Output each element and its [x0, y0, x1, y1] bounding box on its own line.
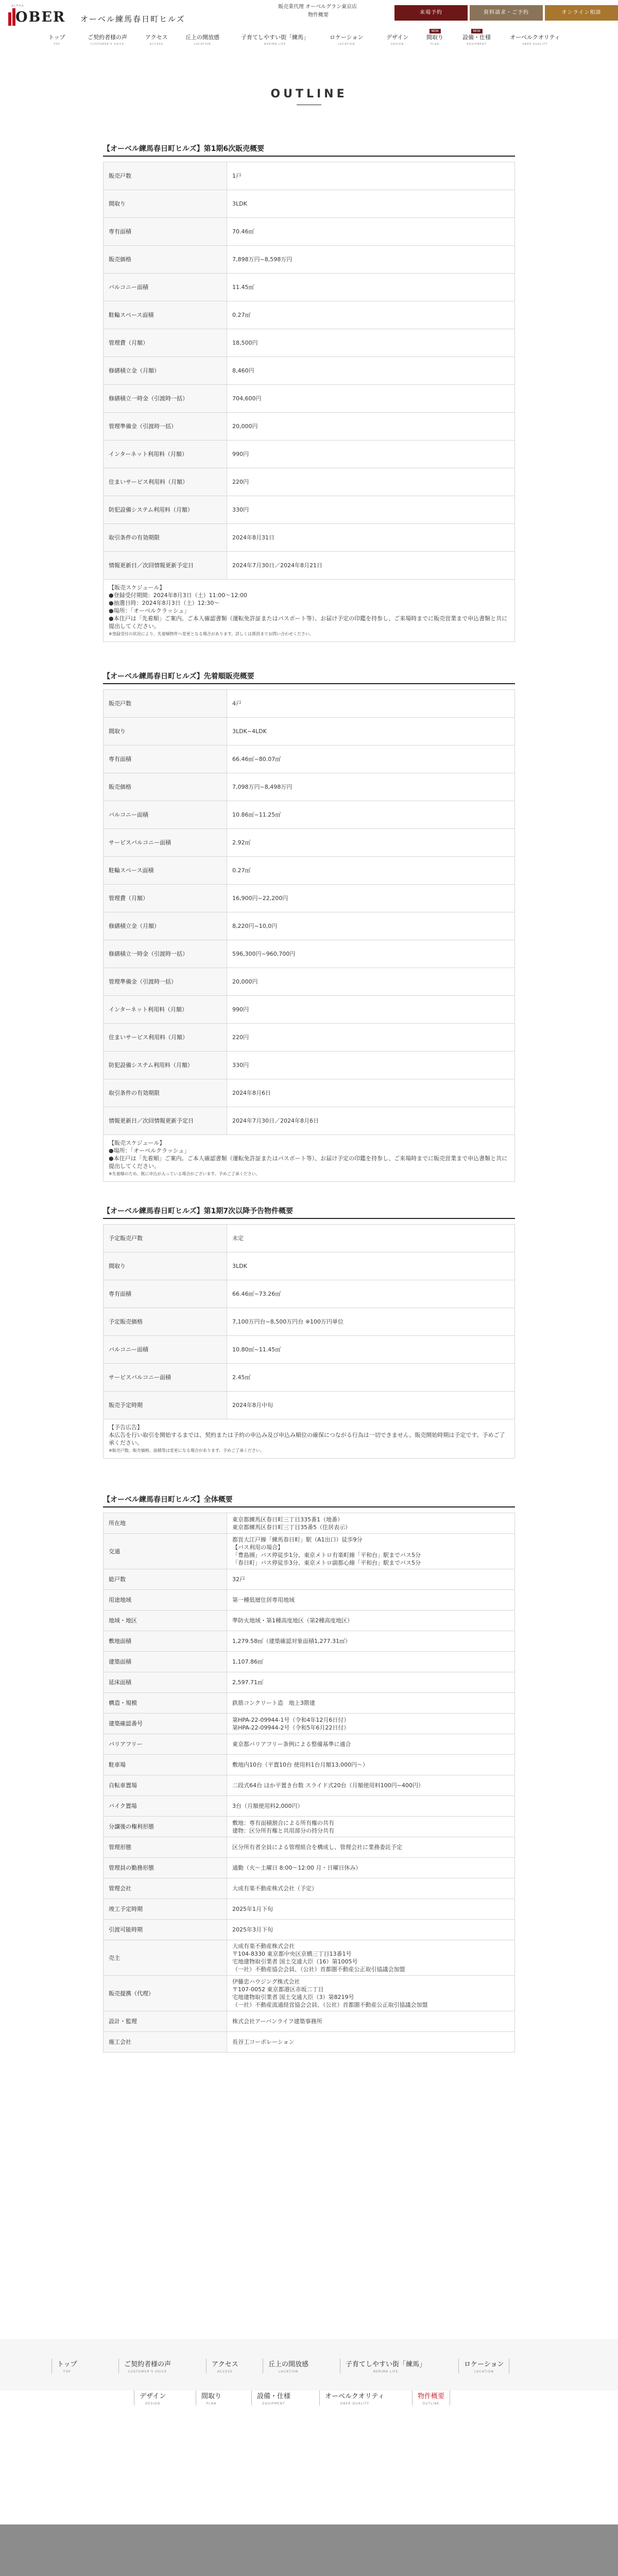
- row-label: バリアフリー: [104, 1734, 227, 1755]
- row-label: 防犯設備システム利用料（月額）: [104, 496, 227, 524]
- gnav-quality[interactable]: オーベルクオリティ OBER QUALITY: [510, 34, 560, 46]
- row-label: インターネット利用料（月額）: [104, 440, 227, 468]
- row-value: 第HPA-22-09944-1号（令和4年12月6日付） 第HPA-22-09944-2号（令和5年6月22日付）: [227, 1714, 515, 1734]
- row-value: 330円: [227, 496, 515, 524]
- gnav-plan[interactable]: NEW 間取り PLAN: [426, 29, 443, 46]
- row-label: 敷地面積: [104, 1631, 227, 1652]
- table-row: [104, 1878, 515, 1899]
- table-row: [104, 1920, 515, 1940]
- section-overall: [103, 1494, 515, 2053]
- row-label: 引渡可能時期: [104, 1920, 227, 1940]
- table-row: [104, 2011, 515, 2032]
- section-title: 【オーベル練馬春日町ヒルズ】全体概要: [103, 1494, 515, 1507]
- row-label: 構造・規模: [104, 1693, 227, 1714]
- note-line: ●登録受付期間：2024年8月3日（土）11:00～12:00: [109, 592, 247, 599]
- row-label: 情報更新日／次回情報更新予定日: [104, 1107, 227, 1135]
- section-phase1-7-preview: [103, 1206, 515, 1459]
- footer-nav-sublabel: EQUIPMENT: [262, 2402, 285, 2405]
- footer-nav-item[interactable]: [251, 2391, 296, 2405]
- footer-nav-label: オーベルクオリティ: [325, 2393, 385, 2400]
- row-value: 1,107.86㎡: [227, 1652, 515, 1672]
- table-row: [104, 1513, 515, 1534]
- table-row: [104, 1976, 515, 2011]
- row-label: 取引条件の有効期限: [104, 1079, 227, 1107]
- header-info-line2[interactable]: 物件概要: [308, 12, 329, 18]
- row-label: 間取り: [104, 1252, 227, 1280]
- table-row: [104, 718, 515, 745]
- footer: [0, 2524, 618, 2576]
- table-row: [104, 1611, 515, 1631]
- note-line: ●抽選日時：2024年8月3日（土）12:30～: [109, 600, 220, 606]
- row-value: 2024年7月30日／2024年8月21日: [227, 552, 515, 580]
- row-value: 二段式64台 ほか平置き台数 スライド式20台（月額使用料100円~400円）: [227, 1775, 515, 1796]
- footer-nav-item[interactable]: [458, 2359, 509, 2374]
- note-small: ※販売戸数、販売価格、面積等は変更になる場合があります。予めご了承ください。: [109, 1448, 265, 1453]
- footer-nav-label: ご契約者様の声: [124, 2361, 171, 2368]
- table-row: [104, 1107, 515, 1135]
- note-small: ※登録受付の状況により、先着順物件へ変更となる場合があります。詳しくは係員までお問い合わせください。: [109, 632, 314, 636]
- row-label: 交通: [104, 1534, 227, 1569]
- row-label: 間取り: [104, 718, 227, 745]
- row-value: 2,597.71㎡: [227, 1672, 515, 1693]
- header-info-line1: 販売業代理 オーベルグラン東京店: [278, 4, 357, 10]
- row-value: 7,100万円台~8,500万円台 ※100万円単位: [227, 1308, 515, 1336]
- row-value: 330円: [227, 1052, 515, 1079]
- row-value: 第一種低層住居専用地域: [227, 1590, 515, 1611]
- table-row: [104, 1052, 515, 1079]
- row-label: 分譲後の権利形態: [104, 1817, 227, 1837]
- row-label: 予定販売戸数: [104, 1225, 227, 1252]
- row-label: 管理員の勤務形態: [104, 1858, 227, 1878]
- row-label: バルコニー面積: [104, 801, 227, 829]
- schedule-note: [103, 1135, 515, 1182]
- gnav-hill[interactable]: 丘上の開放感 LOCATION: [185, 34, 219, 46]
- footer-nav-item[interactable]: [196, 2391, 227, 2405]
- gnav-voice[interactable]: ご契約者様の声 CUSTOMER'S VOICE: [88, 34, 127, 46]
- row-value: 1戸: [227, 162, 515, 190]
- table-row: [104, 385, 515, 413]
- row-label: 専有面積: [104, 218, 227, 246]
- row-value: 70.46㎡: [227, 218, 515, 246]
- table-row: [104, 1714, 515, 1734]
- row-label: 専有面積: [104, 1280, 227, 1308]
- row-label: 販売戸数: [104, 690, 227, 718]
- table-row: [104, 885, 515, 912]
- table-row: [104, 912, 515, 940]
- row-label: 販売予定時期: [104, 1392, 227, 1419]
- row-label: 所在地: [104, 1513, 227, 1534]
- row-label: 管理費（月額）: [104, 885, 227, 912]
- site-logo[interactable]: [8, 4, 185, 30]
- table-row: [104, 552, 515, 580]
- table-row: [104, 1693, 515, 1714]
- row-value: 長谷工コーポレーション: [227, 2032, 515, 2053]
- table-row: [104, 1308, 515, 1336]
- logo-sub: ALPHA: [11, 4, 24, 8]
- table-row: [104, 1858, 515, 1878]
- table-row: [104, 1590, 515, 1611]
- footer-nav-label: 設備・仕様: [257, 2393, 291, 2400]
- table-row: [104, 357, 515, 385]
- table-row: [104, 1336, 515, 1364]
- table-row: [104, 190, 515, 218]
- row-label: 販売提携（代理）: [104, 1976, 227, 2011]
- row-label: 間取り: [104, 190, 227, 218]
- row-label: バルコニー面積: [104, 1336, 227, 1364]
- table-row: [104, 1225, 515, 1252]
- table-row: [104, 246, 515, 274]
- footer-nav-label: デザイン: [140, 2393, 166, 2400]
- footer-nav-item[interactable]: [52, 2359, 82, 2374]
- spec-table: [103, 1513, 515, 2053]
- row-value: 伊藤忠ハウジング株式会社 〒107-0052 東京都港区赤坂二丁目 宅地建物取引業者 国土交通大臣（3）第8219号 （一社）不動産流通経営協会会員、（公社）首都圏不動産公正取引協議会加盟: [227, 1976, 515, 2011]
- table-row: [104, 1755, 515, 1775]
- visit-reservation-button[interactable]: 来場予約: [394, 5, 468, 21]
- row-value: 敷地：専有面積割合による所有権の共有 建物：区分所有権と共用部分の持分共有: [227, 1817, 515, 1837]
- row-label: 販売戸数: [104, 162, 227, 190]
- row-label: 管理形態: [104, 1837, 227, 1858]
- logo-ober: OBER: [15, 9, 66, 25]
- table-row: [104, 468, 515, 496]
- table-row: [104, 162, 515, 190]
- footer-nav-item[interactable]: [319, 2391, 389, 2405]
- global-nav: [0, 31, 618, 50]
- row-value: 704,600円: [227, 385, 515, 413]
- row-value: 3台（月額使用料2,000円）: [227, 1796, 515, 1817]
- row-label: サービスバルコニー面積: [104, 1364, 227, 1392]
- table-row: [104, 1534, 515, 1569]
- row-value: 990円: [227, 440, 515, 468]
- row-value: 596,300円~960,700円: [227, 940, 515, 968]
- header-info: [278, 3, 381, 20]
- section-title: 【オーベル練馬春日町ヒルズ】第1期7次以降予告物件概要: [103, 1206, 515, 1219]
- gnav-top[interactable]: トップ TOP: [48, 34, 65, 46]
- section-first-come: [103, 671, 515, 1182]
- row-value: 都営大江戸線「練馬春日町」駅（A1出口）徒歩9分 【バス利用の場合】 「豊島園」バス停徒歩1分、東京メトロ有楽町線「平和台」駅までバス5分 「春日町」バス停徒歩3分、東京メトロ副都心線「平和台」駅までバス5分: [227, 1534, 515, 1569]
- note-line: 【予告広告】: [109, 1424, 143, 1431]
- table-row: [104, 1817, 515, 1837]
- table-row: [104, 2032, 515, 2053]
- table-row: [104, 301, 515, 329]
- footer-nav-sublabel: ACCESS: [217, 2370, 233, 2374]
- row-label: 延床面積: [104, 1672, 227, 1693]
- row-value: 8,460円: [227, 357, 515, 385]
- row-label: 駐車場: [104, 1755, 227, 1775]
- row-value: 4戸: [227, 690, 515, 718]
- row-label: 売主: [104, 1940, 227, 1976]
- row-value: 990円: [227, 996, 515, 1024]
- row-value: 準防火地域・第1種高度地区（第2種高度地区）: [227, 1611, 515, 1631]
- footer-nav-sublabel: OBER QUALITY: [340, 2402, 369, 2405]
- row-value: 2024年8月31日: [227, 524, 515, 552]
- table-row: [104, 440, 515, 468]
- row-label: 住まいサービス利用料（月額）: [104, 1024, 227, 1052]
- table-row: [104, 496, 515, 524]
- footer-nav-sublabel: DESIGN: [145, 2402, 161, 2405]
- site-header: [0, 0, 618, 52]
- row-value: 鉄筋コンクリート造 地上3階建: [227, 1693, 515, 1714]
- footer-nav-label: 子育てしやすい街「練馬」: [346, 2361, 426, 2368]
- row-value: 10.80㎡~11.45㎡: [227, 1336, 515, 1364]
- table-row: [104, 773, 515, 801]
- row-value: 0.27㎡: [227, 857, 515, 885]
- table-row: [104, 968, 515, 996]
- row-label: 駐輪スペース面積: [104, 301, 227, 329]
- row-value: 11.45㎡: [227, 274, 515, 301]
- row-value: 7,898万円~8,598万円: [227, 246, 515, 274]
- table-row: [104, 1252, 515, 1280]
- row-label: 設計・監理: [104, 2011, 227, 2032]
- row-value: 32戸: [227, 1569, 515, 1590]
- row-value: 8,220円~10,0円: [227, 912, 515, 940]
- table-row: [104, 1652, 515, 1672]
- row-label: 管理準備金（引渡時一括）: [104, 413, 227, 440]
- row-value: 大成有楽不動産株式会社 〒104-8330 東京都中央区京橋三丁目13番1号 宅地建物取引業者 国土交通大臣（16）第1005号 （一社）不動産協会会員、（公社）首都圏不動産公正取引協議会加盟: [227, 1940, 515, 1976]
- table-row: [104, 413, 515, 440]
- table-row: [104, 1940, 515, 1976]
- row-value: 10.86㎡~11.25㎡: [227, 801, 515, 829]
- row-value: 66.46㎡~80.07㎡: [227, 745, 515, 773]
- table-row: [104, 1024, 515, 1052]
- row-label: バイク置場: [104, 1796, 227, 1817]
- row-value: 0.27㎡: [227, 301, 515, 329]
- row-value: 2025年1月下旬: [227, 1899, 515, 1920]
- table-row: [104, 1796, 515, 1817]
- note-line: ●本住戸は「先着順」ご案内。ご本人確認書類（運転免許証またはパスポート等）、お届け予定の印鑑を持参し、ご来場時までに販売営業まで申込書類と共に提出してください。: [109, 615, 508, 630]
- footer-nav-sublabel: OUTLINE: [422, 2402, 440, 2405]
- row-label: 修繕積立一時金（引渡時一括）: [104, 385, 227, 413]
- row-value: 3LDK: [227, 1252, 515, 1280]
- spec-table: [103, 162, 515, 580]
- page-title: OUTLINE: [270, 88, 348, 100]
- row-label: 修繕積立金（月額）: [104, 912, 227, 940]
- table-row: [104, 1392, 515, 1419]
- footer-nav-label: 丘上の開放感: [268, 2361, 309, 2368]
- footer-nav-sublabel: LOCATION: [474, 2370, 494, 2374]
- row-value: 20,000円: [227, 413, 515, 440]
- row-value: 20,000円: [227, 968, 515, 996]
- row-label: 地域・地区: [104, 1611, 227, 1631]
- footer-nav-item[interactable]: [206, 2359, 244, 2374]
- logo-property-name: オーベル練馬春日町ヒルズ: [80, 14, 185, 24]
- table-row: [104, 1775, 515, 1796]
- row-label: 管理会社: [104, 1878, 227, 1899]
- row-value: 東京都バリアフリー条例による整備基準に適合: [227, 1734, 515, 1755]
- footer-nav-item[interactable]: [340, 2359, 431, 2374]
- row-label: インターネット利用料（月額）: [104, 996, 227, 1024]
- section-phase1-6: [103, 143, 515, 642]
- footer-nav-sublabel: LOCATION: [278, 2370, 299, 2374]
- row-label: 販売価格: [104, 773, 227, 801]
- row-value: 2.92㎡: [227, 829, 515, 857]
- note-line: ●場所：「オーベルクラッシュ」: [109, 607, 190, 614]
- row-value: 区分所有者全員による管理組合を構成し、管理会社に業務委託予定: [227, 1837, 515, 1858]
- section-title: 【オーベル練馬春日町ヒルズ】先着順販売概要: [103, 671, 515, 684]
- row-value: 2025年3月下旬: [227, 1920, 515, 1940]
- table-row: [104, 1280, 515, 1308]
- footer-nav-item[interactable]: [118, 2359, 176, 2374]
- gnav-location[interactable]: ロケーション LOCATION: [330, 34, 364, 46]
- footer-nav-label: トップ: [57, 2361, 77, 2368]
- spec-table: [103, 1224, 515, 1419]
- online-consult-button[interactable]: オンライン相談: [545, 5, 618, 21]
- table-row: [104, 1569, 515, 1590]
- row-value: 通勤（火～土曜日 8:00～12:00 月・日曜日休み）: [227, 1858, 515, 1878]
- table-row: [104, 1899, 515, 1920]
- row-label: 防犯設備システム利用料（月額）: [104, 1052, 227, 1079]
- row-label: 用途地域: [104, 1590, 227, 1611]
- footer-nav-label: 物件概要: [418, 2393, 445, 2400]
- row-value: 2024年7月30日／2024年8月6日: [227, 1107, 515, 1135]
- row-value: 敷地内10台（平置10台 使用料1台月額13,000円〜）: [227, 1755, 515, 1775]
- footer-nav-item[interactable]: [412, 2391, 450, 2405]
- table-row: [104, 1079, 515, 1107]
- footer-nav-item[interactable]: [263, 2359, 314, 2374]
- table-row: [104, 1672, 515, 1693]
- row-value: 16,900円~22,200円: [227, 885, 515, 912]
- schedule-note: [103, 580, 515, 642]
- gnav-access[interactable]: アクセス ACCESS: [145, 34, 168, 46]
- note-line: ●場所：「オーベルクラッシュ」: [109, 1147, 190, 1154]
- footer-nav-sublabel: PLAN: [206, 2402, 217, 2405]
- row-value: 2024年8月6日: [227, 1079, 515, 1107]
- note-line: ●本住戸は「先着順」ご案内。ご本人確認書類（運転免許証またはパスポート等）、お届け予定の印鑑を持参し、ご来場時までに販売営業まで申込書類と共に提出してください。: [109, 1155, 508, 1170]
- footer-nav-item[interactable]: [134, 2391, 171, 2405]
- gnav-equipment[interactable]: NEW 設備・仕様 EQUIPMENT: [462, 29, 491, 46]
- new-badge: NEW: [471, 29, 482, 33]
- note-line: 本広告を行い取引を開始するまでは、契約または予約の申込み及び申込み順位の確保につながる行為は一切できません。販売開始時期は予定です。予めご了承ください。: [109, 1432, 505, 1446]
- footer-nav-sublabel: CUSTOMER'S VOICE: [128, 2370, 167, 2374]
- footer-nav-label: アクセス: [212, 2361, 238, 2368]
- row-label: 修繕積立一時金（引渡時一括）: [104, 940, 227, 968]
- table-row: [104, 274, 515, 301]
- spec-table: [103, 689, 515, 1135]
- row-value: 大成有楽不動産株式会社（予定）: [227, 1878, 515, 1899]
- row-value: 東京都練馬区春日町三丁目335番1（地番） 東京都練馬区春日町三丁目35番5（住居表示）: [227, 1513, 515, 1534]
- row-label: 施工会社: [104, 2032, 227, 2053]
- row-label: 自転車置場: [104, 1775, 227, 1796]
- table-row: [104, 329, 515, 357]
- row-label: 予定販売価格: [104, 1308, 227, 1336]
- table-row: [104, 996, 515, 1024]
- row-value: 3LDK: [227, 190, 515, 218]
- footer-nav-label: 間取り: [201, 2393, 222, 2400]
- row-label: 専有面積: [104, 745, 227, 773]
- row-value: 未定: [227, 1225, 515, 1252]
- row-label: 駐輪スペース面積: [104, 857, 227, 885]
- row-label: 修繕積立金（月額）: [104, 357, 227, 385]
- gnav-design[interactable]: デザイン DESIGN: [386, 34, 409, 46]
- row-label: バルコニー面積: [104, 274, 227, 301]
- table-row: [104, 218, 515, 246]
- document-request-button[interactable]: 資料請求・ご予約: [470, 5, 543, 21]
- table-row: [104, 829, 515, 857]
- row-label: 販売価格: [104, 246, 227, 274]
- row-value: 2024年8月中旬: [227, 1392, 515, 1419]
- table-row: [104, 1364, 515, 1392]
- footer-nav-sublabel: TOP: [63, 2370, 71, 2374]
- table-row: [104, 857, 515, 885]
- row-value: 18,500円: [227, 329, 515, 357]
- row-label: 取引条件の有効期限: [104, 524, 227, 552]
- row-label: 住まいサービス利用料（月額）: [104, 468, 227, 496]
- row-value: 7,098万円~8,498万円: [227, 773, 515, 801]
- note-line: 【販売スケジュール】: [109, 1140, 165, 1146]
- note-small: ※先着順のため、既に申込が入っている場合がございます。予めご了承ください。: [109, 1172, 260, 1176]
- table-row: [104, 1734, 515, 1755]
- row-label: 建築面積: [104, 1652, 227, 1672]
- gnav-nerima[interactable]: 子育てしやすい街「練馬」 NERIMA LIFE: [241, 34, 309, 46]
- table-row: [104, 524, 515, 552]
- row-value: 3LDK~4LDK: [227, 718, 515, 745]
- row-value: 2.45㎡: [227, 1364, 515, 1392]
- row-value: 66.46㎡~73.26㎡: [227, 1280, 515, 1308]
- row-value: 株式会社アーバンライフ建築事務所: [227, 2011, 515, 2032]
- table-row: [104, 745, 515, 773]
- footer-nav-label: ロケーション: [464, 2361, 504, 2368]
- table-row: [104, 940, 515, 968]
- row-label: 竣工予定時期: [104, 1899, 227, 1920]
- row-value: 220円: [227, 1024, 515, 1052]
- preview-note: [103, 1419, 515, 1459]
- row-label: 総戸数: [104, 1569, 227, 1590]
- table-row: [104, 1631, 515, 1652]
- row-label: 建築確認番号: [104, 1714, 227, 1734]
- footer-nav-sublabel: NERIMA LIFE: [373, 2370, 399, 2374]
- new-badge: NEW: [429, 29, 440, 33]
- row-value: 1,279.58㎡（建築確認対象面積1,277.31㎡）: [227, 1631, 515, 1652]
- row-label: 管理準備金（引渡時一括）: [104, 968, 227, 996]
- row-label: サービスバルコニー面積: [104, 829, 227, 857]
- row-label: 情報更新日／次回情報更新予定日: [104, 552, 227, 580]
- table-row: [104, 690, 515, 718]
- table-row: [104, 1837, 515, 1858]
- note-line: 【販売スケジュール】: [109, 584, 165, 591]
- section-title: 【オーベル練馬春日町ヒルズ】第1期6次販売概要: [103, 143, 515, 157]
- row-label: 管理費（月額）: [104, 329, 227, 357]
- table-row: [104, 801, 515, 829]
- row-value: 220円: [227, 468, 515, 496]
